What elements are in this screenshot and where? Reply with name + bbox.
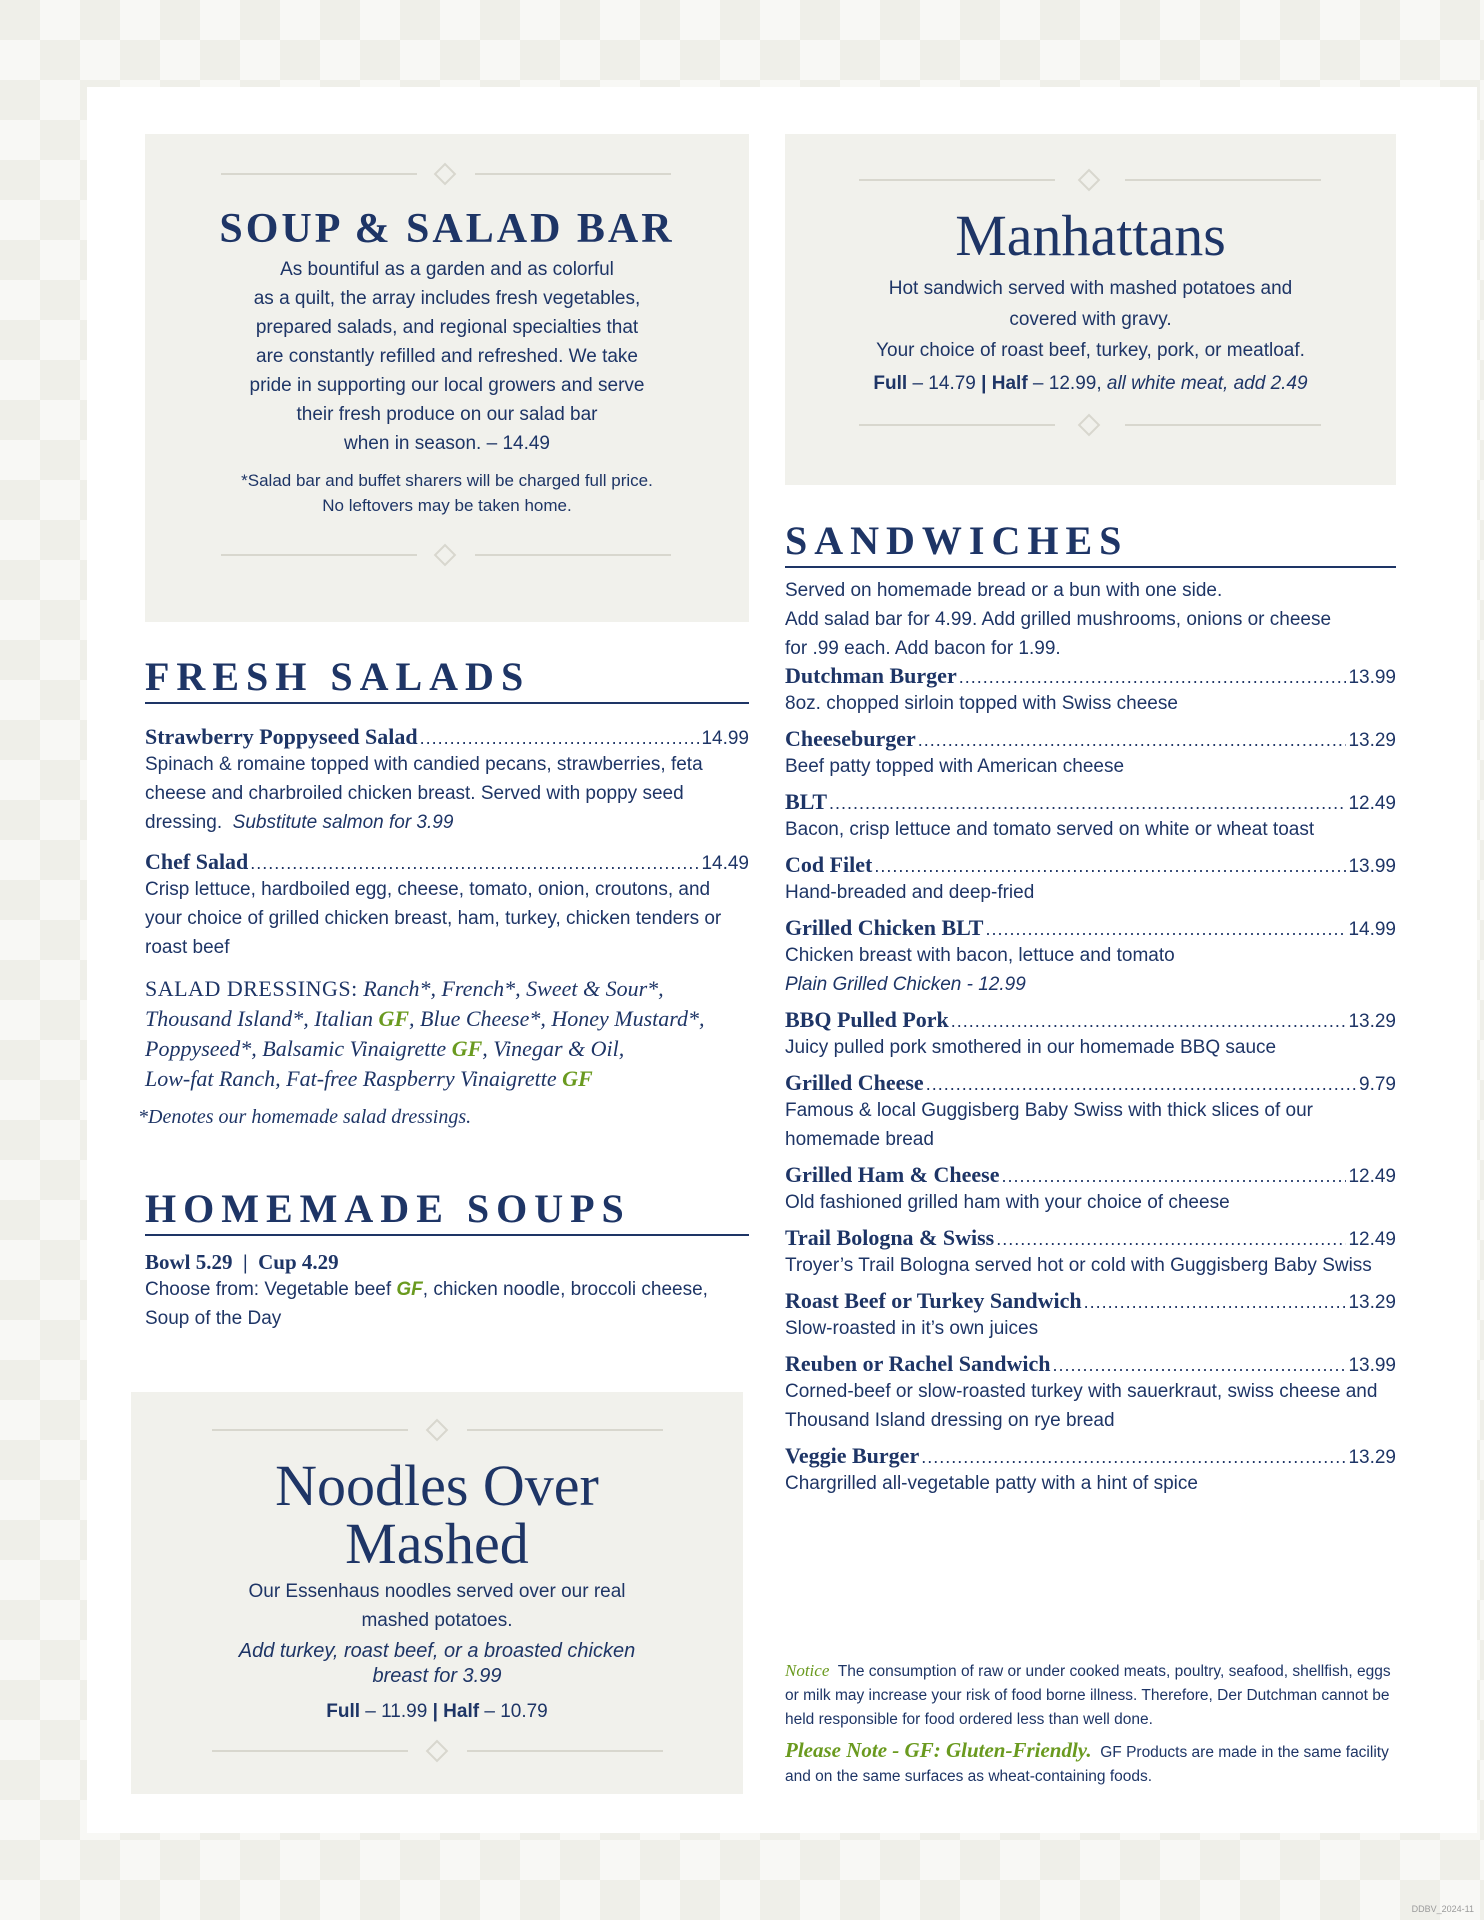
sandwich-item: Cheeseburger ..... 13.29 Beef patty topped with American cheese	[785, 726, 1396, 781]
menu-page	[87, 87, 1477, 1833]
gf-badge: GF	[562, 1066, 593, 1091]
diamond-icon	[434, 163, 457, 186]
diamond-icon	[1078, 414, 1101, 437]
homemade-soups-heading: HOMEMADE SOUPS	[145, 1185, 749, 1236]
manhattans-box	[785, 134, 1396, 485]
diamond-icon	[1078, 169, 1101, 192]
sandwich-item: Dutchman Burger ..... 13.99 8oz. chopped sirloin topped with Swiss cheese	[785, 663, 1396, 718]
soup-salad-bar-description: As bountiful as a garden and as colorful as a quilt, the array includes fresh vegetables, prepared salads, and regional specialties that are constantly refilled and refreshed. We take pride in supporting our local growers and serve their fresh produce on our salad bar when in season. – 14.49	[249, 259, 645, 454]
ornament-top	[131, 1419, 743, 1441]
item-price: 14.99	[701, 728, 749, 749]
item-extra: Plain Grilled Chicken - 12.99	[785, 974, 1026, 995]
item-extra: Substitute salmon for 3.99	[232, 812, 454, 833]
fresh-salads-heading: FRESH SALADS	[145, 653, 749, 704]
sandwiches-heading: SANDWICHES	[785, 517, 1396, 568]
manhattans-prices: Full – 14.79 | Half – 12.99, all white meat, add 2.49	[873, 373, 1308, 394]
soup-salad-bar-note: *Salad bar and buffet sharers will be charged full price. No leftovers may be taken home.	[241, 471, 653, 515]
soup-prices: Bowl 5.29 | Cup 4.29	[145, 1250, 339, 1274]
diamond-icon	[426, 1740, 449, 1763]
salad-item	[145, 849, 749, 962]
sandwich-item: Roast Beef or Turkey Sandwich ..... 13.29 Slow-roasted in it’s own juices	[785, 1288, 1396, 1343]
gf-note-label: Please Note - GF: Gluten-Friendly.	[785, 1738, 1092, 1762]
gf-badge: GF	[378, 1006, 410, 1031]
sandwich-item: Reuben or Rachel Sandwich ..... 13.99 Corned-beef or slow-roasted turkey with sauerkraut, swiss cheese and Thousand Island dressing on rye bread	[785, 1351, 1396, 1435]
ornament-bottom	[785, 414, 1396, 436]
noodles-prices: Full – 11.99 | Half – 10.79	[326, 1701, 548, 1722]
food-safety-notice: Notice The consumption of raw or under cooked meats, poultry, seafood, shellfish, eggs or milk may increase your risk of food borne illness. Therefore, Der Dutchman cannot be held responsible for food ordered less than well done. Please Note - GF: Gluten-Friendly. GF Products are made in the same facility and on the same surfaces as wheat-containing foods.	[785, 1661, 1391, 1785]
sandwich-item: BLT ..... 12.49 Bacon, crisp lettuce and tomato served on white or wheat toast	[785, 789, 1396, 844]
salad-item	[145, 724, 749, 837]
gf-badge: GF	[396, 1279, 423, 1300]
noodles-add-on: Add turkey, roast beef, or a broasted chicken breast for 3.99	[238, 1640, 636, 1687]
item-description: Crisp lettuce, hardboiled egg, cheese, tomato, onion, croutons, and your choice of grilled chicken breast, ham, turkey, chicken tenders or roast beef	[145, 879, 722, 958]
sandwich-item: Grilled Ham & Cheese ..... 12.49 Old fashioned grilled ham with your choice of cheese	[785, 1162, 1396, 1217]
sandwich-item: Trail Bologna & Swiss ..... 12.49 Troyer’s Trail Bologna served hot or cold with Guggisberg Baby Swiss	[785, 1225, 1396, 1280]
soup-choices: Choose from: Vegetable beef GF, chicken noodle, broccoli cheese, Soup of the Day	[145, 1279, 708, 1329]
sandwiches-intro: Served on homemade bread or a bun with one side. Add salad bar for 4.99. Add grilled mushrooms, onions or cheese for .99 each. Add bacon for 1.99.	[785, 580, 1332, 659]
sandwich-item: Grilled Chicken BLT ..... 14.99 Chicken breast with bacon, lettuce and tomato Plain Grilled Chicken - 12.99	[785, 915, 1396, 999]
ornament-top	[785, 169, 1396, 191]
item-description: Spinach & romaine topped with candied pecans, strawberries, feta cheese and charbroiled chicken breast. Served with poppy seed dressing. Substitute salmon for 3.99	[145, 754, 703, 833]
dressings-footnote: *Denotes our homemade salad dressings.	[138, 1106, 472, 1128]
sandwich-item: Cod Filet ..... 13.99 Hand-breaded and deep-fried	[785, 852, 1396, 907]
manhattans-description: Hot sandwich served with mashed potatoes and covered with gravy. Your choice of roast beef, turkey, pork, or meatloaf.	[876, 278, 1305, 361]
homemade-soups-section	[145, 1185, 749, 1333]
ornament-bottom	[145, 544, 749, 566]
item-name: Strawberry Poppyseed Salad	[145, 724, 418, 749]
item-price: 14.49	[701, 853, 749, 874]
sandwiches-section	[785, 517, 1396, 1498]
noodles-description: Our Essenhaus noodles served over our real mashed potatoes.	[248, 1581, 626, 1631]
manhattans-title: Manhattans	[955, 203, 1226, 268]
fresh-salads-section	[138, 653, 749, 1132]
notice-label: Notice	[785, 1661, 830, 1680]
soup-salad-bar-title: SOUP & SALAD BAR	[219, 206, 675, 252]
soup-salad-bar-box	[145, 134, 749, 622]
diamond-icon	[434, 544, 457, 567]
salad-dressings: SALAD DRESSINGS: Ranch*, French*, Sweet & Sour*, Thousand Island*, Italian GF, Blue Cheese*, Honey Mustard*, Poppyseed*, Balsamic Vinaigrette GF, Vinegar & Oil, Low-fat Ranch, Fat-free Raspberry Vinaigrette GF	[145, 976, 705, 1091]
ornament-top	[145, 163, 749, 185]
sandwich-item: Grilled Cheese ..... 9.79 Famous & local Guggisberg Baby Swiss with thick slices of our homemade bread	[785, 1070, 1396, 1154]
noodles-box	[131, 1392, 743, 1794]
diamond-icon	[426, 1419, 449, 1442]
noodles-title: Noodles Over Mashed	[275, 1453, 599, 1576]
sandwich-item: Veggie Burger ..... 13.29 Chargrilled all-vegetable patty with a hint of spice	[785, 1443, 1396, 1498]
item-name: Chef Salad	[145, 849, 249, 874]
gf-badge: GF	[451, 1036, 483, 1061]
sandwich-item: BBQ Pulled Pork ..... 13.29 Juicy pulled pork smothered in our homemade BBQ sauce	[785, 1007, 1396, 1062]
document-code: DDBV_2024-11	[1411, 1904, 1474, 1914]
ornament-bottom	[131, 1740, 743, 1762]
